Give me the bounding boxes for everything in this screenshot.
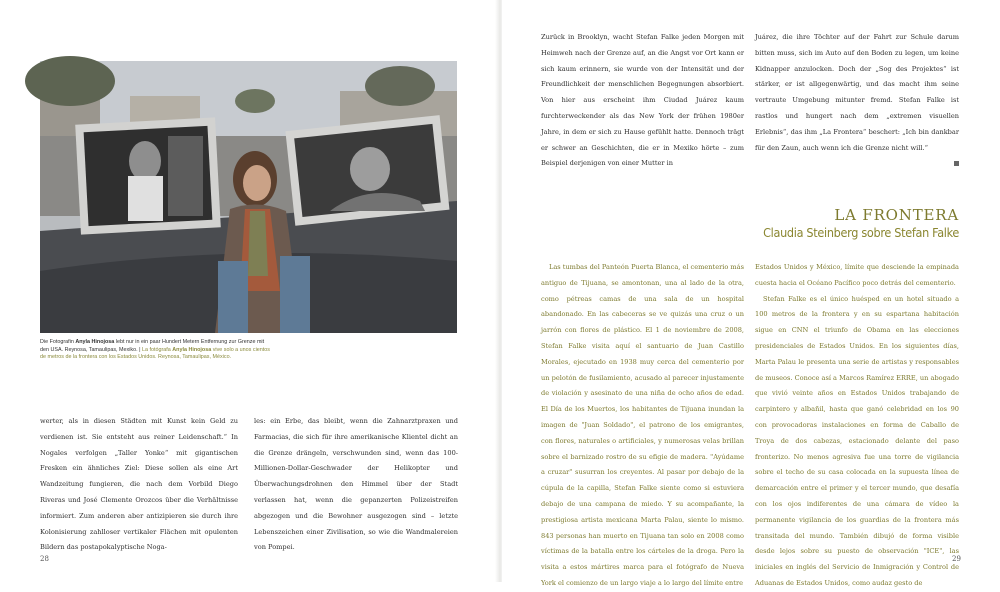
article-heading bbox=[763, 206, 959, 242]
caption-spanish-name: Anyla Hinojosa bbox=[172, 346, 212, 353]
right-german-column-1-text: Zurück in Brooklyn, wacht Stefan Falke jeden Morgen mit Heimweh nach der Grenze auf, an die Angst vor Ort kann er sich kaum erinnern, sie wurde von der Intensität und der Freundlichkeit der menschlichen Begegnungen absorbiert. Von hier aus erscheint ihm Ciudad Juárez kaum furchterweckender als das New York der frühen 1980er Jahre, in dem er sich zu Hause gefühlt hatte. Dennoch trägt er schwer an Geschichten, die er in Mexiko hörte – zum Beispiel derjenigen von einer Mutter in bbox=[541, 33, 744, 168]
right-german-column-2 bbox=[755, 30, 959, 172]
spanish-column-2-text-b: Stefan Falke es el único huésped en un hotel situado a 100 metros de la frontera y en su espartana habitación sigue en CNN el triunfo de Obama en las elecciones presidenciales de Estados Unidos. En los siguientes días, Marta Palau le presenta una serie de artistas y responsables de museos. Conoce así a Marcos Ramírez ERRE, un abogado que vivió veinte años en Estados Unidos trabajando de carpintero y albañil, hasta que ganó celebridad en los 90 con provocadoras instalaciones en forma de Caballo de Troya de dos cabezas, estacionado delante del paso fronterizo. No menos agresiva fue una torre de vigilancia sobre el techo de su casa colocada en la supuesta línea de demarcación entre el primer y el tercer mundo, que desafía con los ojos indiferentes de una cámara de vídeo la permanente vigilancia de los guardias de la frontera más transitada del mundo. También dibujó de forma visible desde lejos sobre su puesto de observación "ICE", las iniciales en inglés del Servicio de Inmigración y Control de Aduanas de Estados Unidos, como audaz gesto de bbox=[755, 294, 959, 587]
photo-woman-holding-portraits bbox=[40, 61, 457, 333]
left-page bbox=[0, 0, 498, 582]
spanish-column-2-text-a: Estados Unidos y México, límite que desciende la empinada cuesta hacia el Océano Pacífico poco detrás del cementerio. bbox=[755, 263, 959, 287]
left-body-column-2-text: les: ein Erbe, das bleibt, wenn die Zahnarztpraxen und Farmacias, die sich für ihre amerikanische Klientel dicht an die Grenze drängeln, verschwunden sind, wenn das 100-Millionen-Dollar-Geschwader der Helikopter und Überwachungsdrohnen den Himmel über der Stadt verlassen hat, wenn die gepanzerten Polizeistreifen abgezogen und die Bewohner ausgezogen sind – letzte Lebenszeichen einer Zivilisation, so wie die Wandmalereien von Pompei. bbox=[254, 417, 458, 552]
left-body-column-1 bbox=[40, 414, 238, 556]
right-german-column-1 bbox=[541, 30, 744, 172]
end-of-article-mark bbox=[954, 161, 959, 166]
caption-spanish-rest: vive solo a unos cientos de metros de la frontera con los Estados Unidos. Reynosa, Tamaulipas, México. bbox=[40, 346, 270, 361]
page-number-left: 28 bbox=[40, 555, 49, 563]
photo-caption bbox=[40, 339, 270, 362]
article-subtitle: Claudia Steinberg sobre Stefan Falke bbox=[763, 225, 959, 240]
page-number-right: 29 bbox=[952, 555, 961, 563]
right-german-column-2-text: Juárez, die ihre Töchter auf der Fahrt zur Schule darum bitten muss, sich im Auto auf den Boden zu legen, um keine Kidnapper anzulocken. Doch der „Sog des Projektes“ ist stärker, er ist allgegenwärtig, und das macht ihm seine vertraute Umgebung mitunter fremd. Stefan Falke ist rastlos und hungert nach dem „extremen visuellen Erlebnis“, das ihm „La Frontera“ beschert: „Ich bin dankbar für den Zaun, auch wenn ich die Grenze nicht will.“ bbox=[755, 33, 959, 152]
left-body-column-2 bbox=[254, 414, 458, 556]
caption-german-rest: lebt nur in ein paar Hundert Metern Entfernung zur Grenze mit den USA. Reynosa, Tamaulipas, Mexiko. | bbox=[40, 339, 265, 353]
article-title: LA FRONTERA bbox=[834, 206, 959, 224]
left-body-column-1-text: werter, als in diesen Städten mit Kunst kein Geld zu verdienen ist. Sie entsteht aus reiner Leidenschaft.“ In Nogales verfolgen „Taller Yonke“ mit gigantischen Fresken ein ähnliches Ziel: Diese sollen als eine Art Wandzeitung fungieren, die nach dem Vorbild Diego Riveras und José Clemente Orozcos über die Verhältnisse informiert. Zum anderen aber antizipieren sie durch ihre Kolonisierung zahlloser vertikaler Flächen mit opulenten Bildern das postapokalyptische Noga- bbox=[40, 417, 238, 552]
caption-spanish-prefix: La fotógrafa bbox=[141, 346, 173, 353]
caption-german-prefix: Die Fotografin bbox=[40, 339, 76, 345]
caption-german-name: Anyla Hinojosa bbox=[75, 339, 115, 345]
spanish-column-1-text: Las tumbas del Panteón Puerta Blanca, el cementerio más antiguo de Tijuana, se amontonan, una al lado de la otra, como pétreas camas de una sala de un hospital abandonado. En las cabeceras se ve quizás una cruz o un jarrón con flores de plástico. El 1 de noviembre de 2008, Stefan Falke visita aquí el santuario de Juan Castillo Morales, ejecutado en 1938 muy cerca del cementerio por un pelotón de fusilamiento, acusado al parecer injustamente de violación y asesinato de una niña de ocho años de edad. El Día de los Muertos, los habitantes de Tijuana inundan la imagen de "Juan Soldado", el patrono de los emigrantes, con flores, naturales o artificiales, y numerosas velas brillan sobre el barnizado rostro de su efigie de madera. "Ayúdame a cruzar" susurran los creyentes. Al pasar por debajo de la cúpula de la capilla, Stefan Falke siente como si estuviera debajo de una campana de miedo. Y su acompañante, la prestigiosa artista mexicana Marta Palau, siente lo mismo. 843 personas han muerto en Tijuana tan solo en 2008 como víctimas de la batalla entre los cárteles de la droga. Pero la visita a estos mártires marca para el fotógrafo de Nueva York el comienzo de un largo viaje a lo largo del límite entre bbox=[541, 263, 744, 587]
spanish-column-2 bbox=[755, 260, 959, 592]
spanish-column-1 bbox=[541, 260, 744, 592]
